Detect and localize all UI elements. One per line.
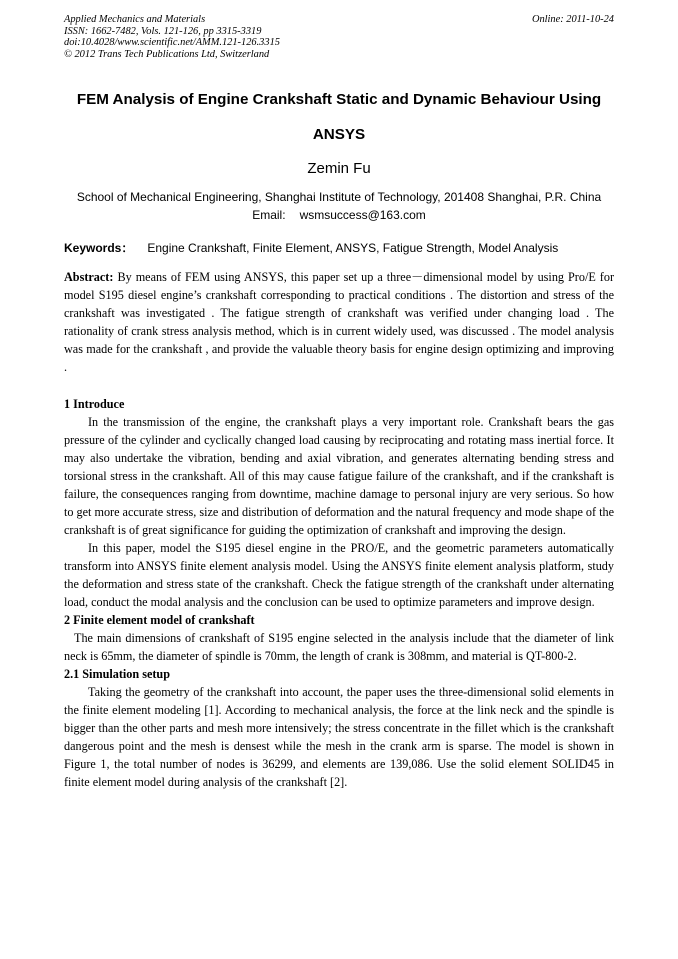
email-address: wsmsuccess@163.com: [299, 208, 426, 222]
body-text: [64, 395, 614, 791]
keywords: [64, 239, 624, 256]
issn-line: ISSN: 1662-7482, Vols. 121-126, pp 3315-3319: [64, 25, 262, 37]
section-heading-introduce: 1 Introduce: [64, 397, 125, 411]
publication-header: [64, 14, 614, 60]
paper-title-line-1: FEM Analysis of Engine Crankshaft Static and Dynamic Behaviour Using: [76, 91, 602, 108]
email-label: Email:: [252, 208, 286, 222]
simulation-paragraph-1: Taking the geometry of the crankshaft into account, the paper uses the three-dimensional solid elements in the finite element modeling [1]. According to mechanical analysis, the force at the link neck and the spindle is bigger than the other parts and mesh more intensively; the stress concentrate in the fillet which is the crankshaft dangerous point and the mesh is densest while the mesh in the crank arm is sparse. The model is shown in Figure 1, the total number of nodes is 36299, and elements are 139,086. Use the solid element SOLID45 in finite element model during analysis of the crankshaft [2].: [64, 685, 614, 789]
doi-line: doi:10.4028/www.scientific.net/AMM.121-126.3315: [64, 37, 280, 49]
journal-name: Applied Mechanics and Materials: [64, 14, 206, 25]
keywords-list: Engine Crankshaft, Finite Element, ANSYS, Fatigue Strength, Model Analysis: [147, 241, 559, 255]
online-date: Online: 2011-10-24: [531, 14, 614, 25]
abstract: [64, 268, 614, 376]
affiliation: School of Mechanical Engineering, Shanghai Institute of Technology, 201408 Shanghai, P.R. China: [76, 190, 602, 204]
copyright-line: © 2012 Trans Tech Publications Ltd, Switzerland: [64, 48, 270, 60]
intro-paragraph-2: In this paper, model the S195 diesel engine in the PRO/E, and the geometric parameters automatically transform into ANSYS finite element analysis model. Using the ANSYS finite element analysis platform, study the deformation and stress state of the crankshaft. Check the fatigue strength of the crankshaft under alternating load, conduct the modal analysis and the conclusion can be used to optimize parameters and improve design.: [64, 541, 614, 609]
abstract-text: By means of FEM using ANSYS, this paper set up a three－dimensional model by using Pro/E for model S195 diesel engine’s crankshaft corresponding to practical conditions . The distortion and stress of the crankshaft was investigated . The fatigue strength of crankshaft was verified under changing load . The rationality of crank stress analysis method, which is in current widely used, was discussed . The model analysis was made for the crankshaft , and provide the valuable theory basis for engine design optimizing and improving .: [64, 270, 615, 374]
author-name: Zemin Fu: [307, 160, 371, 177]
section-heading-fem: 2 Finite element model of crankshaft: [64, 613, 255, 627]
abstract-label: Abstract:: [64, 270, 114, 284]
email-line: [40, 208, 638, 222]
fem-paragraph-1: The main dimensions of crankshaft of S195 engine selected in the analysis include that the diameter of link neck is 65mm, the diameter of spindle is 70mm, the length of crank is 308mm, and material is QT-800-2.: [64, 631, 614, 663]
keywords-label: Keywords：: [64, 241, 134, 255]
paper-title-line-2: ANSYS: [312, 126, 366, 143]
intro-paragraph-1: In the transmission of the engine, the crankshaft plays a very important role. Crankshaft bears the gas pressure of the cylinder and cyclically changed load causing by reciprocating and rotating mass inertial force. It may also undertake the vibration, bending and axial vibration, and generates alternating bending stress and torsional stress in the crankshaft. All of this may cause fatigue failure of the crankshaft, and if the crankshaft is failure, the consequences ranging from downtime, machine damage to personal injury are very serious. So how to get more accurate stress, size and distribution of deformation and the natural frequency and mode shape of the crankshaft is of great significance for guiding the optimization of crankshaft and improving the design.: [64, 415, 614, 537]
section-heading-simulation: 2.1 Simulation setup: [64, 667, 170, 681]
